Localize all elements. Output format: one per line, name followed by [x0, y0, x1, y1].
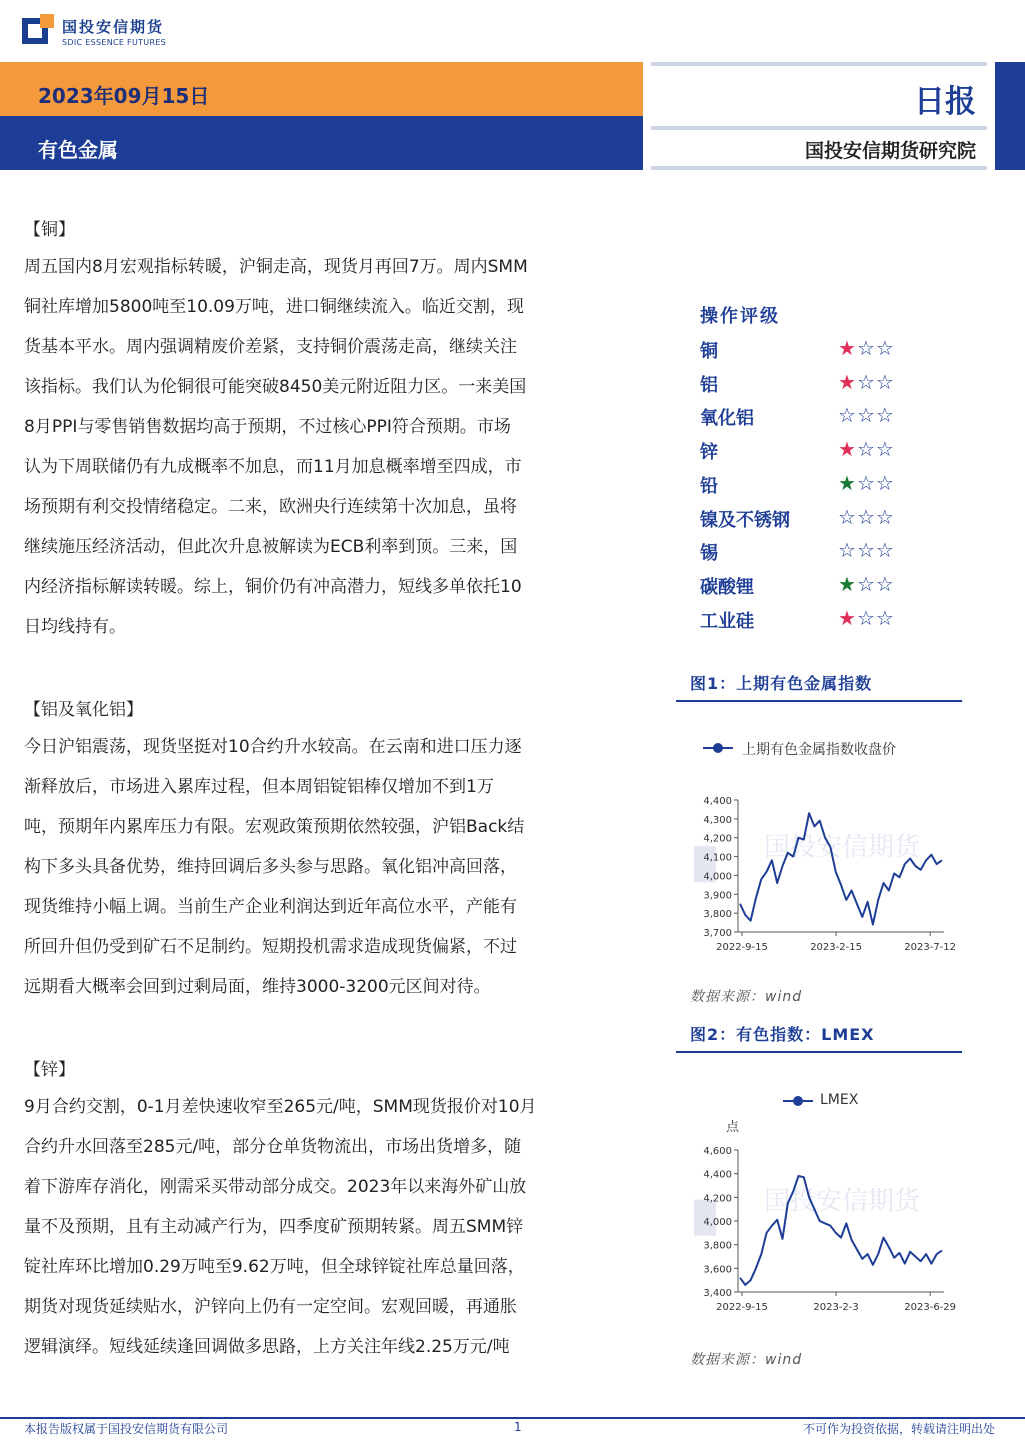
x-tick-label: 2023-2-15 [810, 942, 862, 953]
paragraph-line: 货基本平水。周内强调精废价差紧，支持铜价震荡走高，继续关注 [24, 337, 517, 357]
report-date: 2023年09月15日 [38, 84, 210, 108]
y-tick-label: 3,700 [703, 928, 732, 939]
institute-name: 国投安信期货研究院 [804, 140, 976, 162]
x-tick-label: 2022-9-15 [716, 942, 768, 953]
header-divider [651, 62, 987, 66]
star-empty-icon: ☆ [856, 471, 876, 495]
company-logo [22, 14, 182, 54]
rating-item-name: 锌 [700, 442, 718, 463]
y-tick-label: 4,100 [703, 852, 732, 864]
x-tick-label: 2022-9-15 [716, 1302, 768, 1313]
paragraph-line: 合约升水回落至285元/吨，部分仓单货物流出，市场出货增多，随 [24, 1137, 522, 1157]
rating-stars [838, 338, 895, 358]
star-empty-icon: ☆ [875, 606, 895, 630]
paragraph-line: 吨，预期年内累库压力有限。宏观政策预期依然较强，沪铝Back结 [24, 817, 525, 837]
rating-item-name: 铜 [700, 341, 718, 362]
star-filled-icon: ★ [838, 606, 857, 630]
figure-2-rule [676, 1051, 962, 1053]
y-tick-label: 4,200 [703, 833, 732, 845]
paragraph-line: 所回升但仍受到矿石不足制约。短期投机需求造成现货偏紧，不过 [24, 937, 517, 957]
y-tick-label: 4,000 [703, 871, 732, 883]
rating-title: 操作评级 [700, 306, 780, 327]
report-section: 有色金属 [38, 138, 118, 162]
star-empty-icon: ☆ [856, 370, 876, 394]
star-filled-icon: ★ [838, 437, 857, 461]
footer-disclaimer: 不可作为投资依据，转载请注明出处 [802, 1422, 995, 1436]
star-empty-icon: ☆ [875, 370, 895, 394]
rating-stars [838, 405, 895, 425]
star-empty-icon: ☆ [856, 505, 876, 529]
star-filled-icon: ★ [838, 370, 857, 394]
rating-item-name: 锡 [700, 543, 718, 564]
paragraph-line: 期货对现货延续贴水，沪锌向上仍有一定空间。宏观回暖，再通胀 [24, 1297, 517, 1317]
y-tick-label: 4,400 [703, 796, 732, 807]
header-divider [651, 126, 987, 130]
star-empty-icon: ☆ [856, 572, 876, 596]
y-tick-label: 3,800 [703, 1240, 732, 1252]
star-empty-icon: ☆ [838, 505, 857, 529]
paragraph-line: 8月PPI与零售销售数据均高于预期，不过核心PPI符合预期。市场 [24, 417, 511, 437]
y-tick-label: 4,400 [703, 1169, 732, 1181]
rating-item-name: 镍及不锈钢 [700, 510, 790, 531]
figure-1-chart [686, 790, 956, 970]
rating-item-name: 工业硅 [700, 611, 754, 632]
star-empty-icon: ☆ [875, 403, 895, 427]
figure-1-source: 数据来源：wind [690, 989, 803, 1005]
rating-stars [838, 540, 895, 560]
paragraph-line: 锭社库环比增加0.29万吨至9.62万吨，但全球锌锭社库总量回落， [24, 1257, 525, 1277]
x-tick-label: 2023-2-3 [813, 1302, 859, 1313]
figure-2-chart [686, 1140, 956, 1330]
paragraph-line: 今日沪铝震荡，现货坚挺对10合约升水较高。在云南和进口压力逐 [24, 737, 522, 757]
star-empty-icon: ☆ [875, 572, 895, 596]
footer-copyright: 本报告版权属于国投安信期货有限公司 [24, 1422, 229, 1436]
star-empty-icon: ☆ [856, 606, 876, 630]
star-empty-icon: ☆ [875, 336, 895, 360]
header-divider [651, 166, 987, 170]
paragraph-line: 认为下周联储仍有九成概率不加息，而11月加息概率增至四成，市 [24, 457, 522, 477]
paragraph-line: 日均线持有。 [24, 617, 126, 637]
y-tick-label: 4,600 [703, 1146, 732, 1157]
figure-1-rule [676, 700, 962, 702]
paragraph-line: 场预期有利交投情绪稳定。二来，欧洲央行连续第十次加息，虽将 [24, 497, 517, 517]
star-filled-icon: ★ [838, 471, 857, 495]
y-tick-label: 3,900 [703, 890, 732, 902]
logo-name-cn: 国投安信期货 [62, 18, 165, 36]
star-filled-icon: ★ [838, 336, 857, 360]
paragraph-line: 现货维持小幅上调。当前生产企业利润达到近年高位水平，产能有 [24, 897, 517, 917]
rating-item-name: 铝 [700, 375, 718, 396]
paragraph-line: 铜社库增加5800吨至10.09万吨，进口铜继续流入。临近交割，现 [24, 297, 524, 317]
logo-mark-icon [22, 14, 56, 48]
paragraph-line: 着下游库存消化，刚需采买带动部分成交。2023年以来海外矿山放 [24, 1177, 527, 1197]
rating-stars [838, 439, 895, 459]
rating-item-name: 碳酸锂 [700, 577, 754, 598]
paragraph-line: 该指标。我们认为伦铜很可能突破8450美元附近阻力区。一来美国 [24, 377, 527, 397]
rating-item-name: 铅 [700, 476, 718, 497]
watermark-text: 国投安信期货 [764, 832, 921, 863]
star-filled-icon: ★ [838, 572, 857, 596]
series-line [740, 813, 942, 924]
legend-dot-icon [713, 743, 723, 753]
report-type-title: 日报 [914, 84, 976, 120]
star-empty-icon: ☆ [875, 538, 895, 562]
page-number: 1 [514, 1420, 522, 1434]
logo-name-en: SDIC ESSENCE FUTURES [62, 38, 167, 47]
figure-1-title: 图1：上期有色金属指数 [690, 674, 873, 693]
rating-stars [838, 507, 895, 527]
star-empty-icon: ☆ [875, 505, 895, 529]
paragraph-line: 逻辑演绎。短线延续逢回调做多思路，上方关注年线2.25万元/吨 [24, 1337, 510, 1357]
y-tick-label: 4,000 [703, 1217, 732, 1228]
figure-2-title: 图2：有色指数：LMEX [690, 1025, 875, 1044]
paragraph-line: 远期看大概率会回到过剩局面，维持3000-3200元区间对待。 [24, 977, 491, 997]
rating-stars [838, 574, 895, 594]
star-empty-icon: ☆ [856, 538, 876, 562]
y-tick-label: 4,300 [703, 814, 732, 826]
y-tick-label: 4,200 [703, 1193, 732, 1205]
x-tick-label: 2023-7-12 [904, 942, 956, 953]
section-title: 【铜】 [24, 220, 75, 240]
paragraph-line: 周五国内8月宏观指标转暖，沪铜走高，现货月再回7万。周内SMM [24, 257, 528, 277]
y-tick-label: 3,600 [703, 1264, 732, 1276]
y-tick-label: 3,400 [703, 1288, 732, 1299]
star-empty-icon: ☆ [875, 471, 895, 495]
rating-stars [838, 473, 895, 493]
y-tick-label: 3,800 [703, 909, 732, 921]
figure-2-unit: 点 [726, 1120, 740, 1135]
figure-2-legend: LMEX [820, 1092, 859, 1108]
star-empty-icon: ☆ [875, 437, 895, 461]
star-empty-icon: ☆ [838, 403, 857, 427]
paragraph-line: 量不及预期，且有主动减产行为，四季度矿预期转紧。周五SMM锌 [24, 1217, 524, 1237]
figure-1-legend: 上期有色金属指数收盘价 [742, 742, 896, 758]
watermark-text: 国投安信期货 [764, 1186, 921, 1217]
star-empty-icon: ☆ [856, 403, 876, 427]
paragraph-line: 渐释放后，市场进入累库过程，但本周铝锭铝棒仅增加不到1万 [24, 777, 494, 797]
paragraph-line: 继续施压经济活动，但此次升息被解读为ECB利率到顶。三来，国 [24, 537, 518, 557]
star-empty-icon: ☆ [856, 437, 876, 461]
paragraph-line: 内经济指标解读转暖。综上，铜价仍有冲高潜力，短线多单依托10 [24, 577, 522, 597]
header-accent-bar [995, 62, 1025, 170]
paragraph-line: 构下多头具备优势，维持回调后多头参与思路。氧化铝冲高回落， [24, 857, 517, 877]
rating-stars [838, 608, 895, 628]
figure-2-source: 数据来源：wind [690, 1352, 803, 1368]
paragraph-line: 9月合约交割，0-1月差快速收窄至265元/吨，SMM现货报价对10月 [24, 1097, 537, 1117]
x-tick-label: 2023-6-29 [904, 1302, 956, 1313]
star-empty-icon: ☆ [856, 336, 876, 360]
star-empty-icon: ☆ [838, 538, 857, 562]
rating-stars [838, 372, 895, 392]
rating-item-name: 氧化铝 [700, 408, 754, 429]
footer-rule [0, 1417, 1025, 1419]
section-title: 【铝及氧化铝】 [24, 700, 143, 720]
section-title: 【锌】 [24, 1060, 75, 1080]
legend-dot-icon [793, 1096, 803, 1106]
